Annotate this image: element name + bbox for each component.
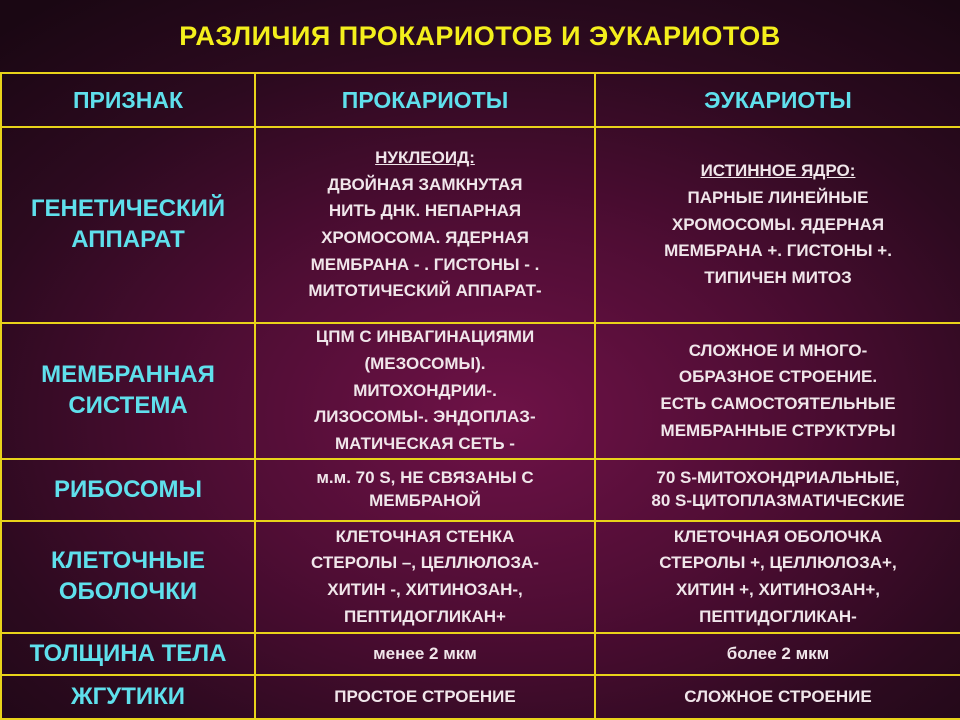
table-row: [1, 323, 960, 459]
feature-label: ГЕНЕТИЧЕСКИЙ: [30, 195, 226, 223]
header-eukaryotes: ЭУКАРИОТЫ: [595, 73, 960, 127]
cell-line: ХИТИН +, ХИТИНОЗАН+,: [675, 580, 881, 599]
cell-line: СЛОЖНОЕ СТРОЕНИЕ: [684, 686, 872, 706]
cell-line: СЛОЖНОЕ И МНОГО-: [688, 340, 868, 360]
eukaryotes-cell: [595, 633, 960, 675]
feature-label: ТОЛЩИНА ТЕЛА: [29, 639, 227, 667]
feature-label: ЖГУТИКИ: [70, 682, 186, 710]
eukaryotes-cell: [595, 521, 960, 633]
prokaryotes-cell: [255, 521, 595, 633]
cell-line: МЕМБРАННЫЕ СТРУКТУРЫ: [660, 420, 896, 440]
feature-label: ОБОЛОЧКИ: [58, 578, 198, 605]
eukaryotes-cell: [595, 459, 960, 521]
page-title: РАЗЛИЧИЯ ПРОКАРИОТОВ И ЭУКАРИОТОВ: [179, 20, 781, 51]
cell-line: НИТЬ ДНК. НЕПАРНАЯ: [328, 201, 522, 221]
table-row: [1, 633, 960, 675]
table-row: [1, 127, 960, 323]
header-prokaryotes: ПРОКАРИОТЫ: [255, 73, 595, 127]
cell-line: МЕМБРАНОЙ: [369, 491, 481, 510]
cell-line: (МЕЗОСОМЫ).: [364, 353, 486, 373]
cell-line: менее 2 мкм: [373, 643, 477, 663]
cell-line: КЛЕТОЧНАЯ СТЕНКА: [335, 526, 515, 546]
cell-line: м.м. 70 S, НЕ СВЯЗАНЫ С: [316, 468, 534, 488]
cell-line: ЕСТЬ САМОСТОЯТЕЛЬНЫЕ: [660, 394, 896, 413]
cell-line: ПРОСТОЕ СТРОЕНИЕ: [334, 686, 516, 706]
cell-line: ЛИЗОСОМЫ-. ЭНДОПЛАЗ-: [314, 407, 536, 427]
feature-label: РИБОСОМЫ: [53, 475, 203, 503]
cell-line: МАТИЧЕСКАЯ СЕТЬ -: [335, 434, 515, 454]
cell-line: МЕМБРАНА +. ГИСТОНЫ +.: [664, 241, 892, 261]
cell-line: ПАРНЫЕ ЛИНЕЙНЫЕ: [687, 187, 869, 207]
prokaryotes-cell: [255, 633, 595, 675]
cell-line: СТЕРОЛЫ +, ЦЕЛЛЮЛОЗА+,: [659, 553, 897, 573]
feature-cell: [1, 323, 255, 459]
cell-line: 70 S-МИТОХОНДРИАЛЬНЫЕ,: [656, 468, 900, 488]
cell-line: ОБРАЗНОЕ СТРОЕНИЕ.: [678, 367, 878, 387]
table-row: [1, 675, 960, 719]
feature-label: АППАРАТ: [71, 226, 185, 253]
cell-line: КЛЕТОЧНАЯ ОБОЛОЧКА: [673, 526, 883, 546]
cell-line: более 2 мкм: [726, 643, 830, 663]
feature-label: СИСТЕМА: [68, 392, 188, 419]
cell-line: МИТОТИЧЕСКИЙ АППАРАТ-: [308, 281, 542, 301]
cell-line: ПЕПТИДОГЛИКАН-: [699, 606, 857, 626]
feature-label: КЛЕТОЧНЫЕ: [51, 547, 205, 575]
eukaryotes-cell: [595, 127, 960, 323]
feature-cell: [1, 521, 255, 633]
feature-cell: [1, 459, 255, 521]
cell-heading: ИСТИННОЕ ЯДРО:: [700, 161, 856, 181]
cell-heading: НУКЛЕОИД:: [375, 147, 475, 167]
comparison-table: [0, 72, 960, 720]
feature-cell: [1, 675, 255, 719]
table-row: [1, 459, 960, 521]
cell-line: МЕМБРАНА - . ГИСТОНЫ - .: [310, 254, 540, 274]
prokaryotes-cell: [255, 323, 595, 459]
cell-line: МИТОХОНДРИИ-.: [353, 380, 497, 400]
header-feature: ПРИЗНАК: [1, 73, 255, 127]
prokaryotes-cell: [255, 675, 595, 719]
table-header-row: [1, 73, 960, 127]
table-row: [1, 521, 960, 633]
cell-line: ХРОМОСОМА. ЯДЕРНАЯ: [321, 228, 529, 247]
prokaryotes-cell: [255, 127, 595, 323]
eukaryotes-cell: [595, 323, 960, 459]
cell-line: 80 S-ЦИТОПЛАЗМАТИЧЕСКИЕ: [651, 491, 905, 510]
feature-cell: [1, 127, 255, 323]
prokaryotes-cell: [255, 459, 595, 521]
eukaryotes-cell: [595, 675, 960, 719]
feature-cell: [1, 633, 255, 675]
cell-line: ПЕПТИДОГЛИКАН+: [344, 606, 506, 626]
cell-line: ЦПМ С ИНВАГИНАЦИЯМИ: [315, 327, 535, 347]
cell-line: ХРОМОСОМЫ. ЯДЕРНАЯ: [671, 214, 885, 234]
feature-label: МЕМБРАННАЯ: [41, 361, 215, 389]
cell-line: СТЕРОЛЫ –, ЦЕЛЛЮЛОЗА-: [311, 553, 539, 573]
cell-line: ТИПИЧЕН МИТОЗ: [704, 268, 852, 288]
cell-line: ДВОЙНАЯ ЗАМКНУТАЯ: [327, 174, 523, 194]
cell-line: ХИТИН -, ХИТИНОЗАН-,: [327, 580, 523, 599]
